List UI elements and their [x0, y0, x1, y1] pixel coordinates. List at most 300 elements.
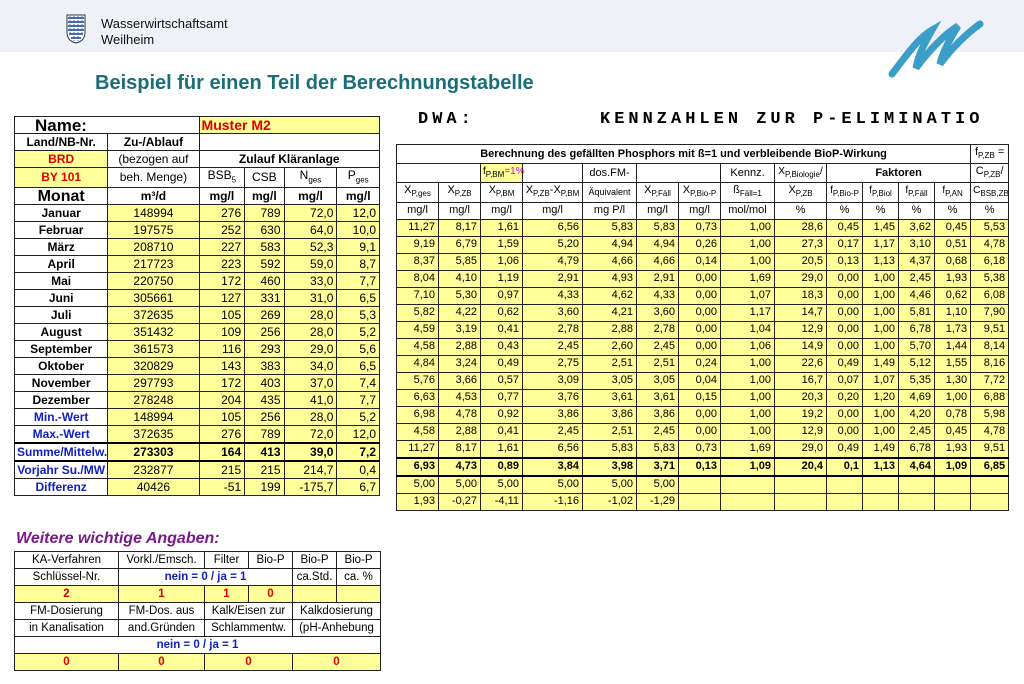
value-cell: 18,3 [775, 287, 827, 304]
max-csb: 789 [245, 426, 284, 444]
month-name: Januar [15, 205, 108, 222]
value-cell: 16,7 [775, 372, 827, 389]
symbol: BSB [207, 168, 232, 182]
month-q: 297793 [108, 375, 199, 392]
month-row [15, 222, 380, 239]
value-cell: 2,45 [523, 423, 583, 440]
extra-head: FM-Dos. aus [119, 603, 205, 620]
value-cell: 5,53 [971, 219, 1009, 236]
month-n: 33,0 [284, 273, 337, 290]
month-q: 351432 [108, 324, 199, 341]
extra-value: 0 [119, 654, 205, 671]
unit-p: mg/l [337, 188, 380, 205]
max-label: Max.-Wert [15, 426, 108, 444]
month-calc-row [397, 236, 1009, 253]
value-cell: 14,7 [775, 304, 827, 321]
org-line-2: Weilheim [101, 32, 155, 47]
value-cell: 3,62 [899, 219, 935, 236]
value-cell: 0,00 [679, 304, 721, 321]
col-unit: % [863, 202, 899, 219]
min-label: Min.-Wert [15, 409, 108, 426]
xp-bio-header [775, 164, 827, 183]
symbol: -X [549, 184, 561, 197]
empty-cell [863, 493, 899, 510]
land-value-row [15, 151, 380, 168]
month-row [15, 273, 380, 290]
vorjahr-bsb: 215 [199, 461, 245, 479]
month-q: 217723 [108, 256, 199, 273]
value-cell: 0,73 [679, 219, 721, 236]
fpbm-header [481, 164, 523, 183]
col-unit: mg/l [397, 202, 439, 219]
month-bsb: 105 [199, 307, 245, 324]
symbol: f [830, 185, 833, 197]
month-bsb: 109 [199, 324, 245, 341]
value-cell: 3,71 [637, 458, 679, 476]
diff-n: -175,7 [284, 479, 337, 496]
value-cell: 0,00 [679, 338, 721, 355]
col-bsb [199, 168, 245, 188]
month-p: 10,0 [337, 222, 380, 239]
symbol: f [483, 166, 486, 178]
value-cell: 4,94 [637, 236, 679, 253]
month-n: 28,0 [284, 307, 337, 324]
schluessel-label: Schlüssel-Nr. [15, 569, 119, 586]
value-cell: 5,83 [637, 440, 679, 458]
value-cell: 0,00 [679, 423, 721, 440]
value-cell: 1,00 [863, 338, 899, 355]
empty-cell [863, 476, 899, 494]
calc-banner: Berechnung des gefällten Phosphors mit ß=1 und verbleibende BioP-Wirkung [397, 145, 971, 164]
cp-zb-header [971, 164, 1009, 183]
slide-title: Beispiel für einen Teil der Berechnungstabelle [95, 72, 534, 94]
input-table [14, 116, 380, 496]
vorjahr-csb: 215 [245, 461, 284, 479]
nb-row [15, 168, 380, 188]
value-cell: -4,11 [481, 493, 523, 510]
diff-csb: 199 [245, 479, 284, 496]
symbol: C [973, 185, 981, 197]
value-cell: 4,37 [899, 253, 935, 270]
empty-cell [935, 476, 971, 494]
value-cell: 2,75 [523, 355, 583, 372]
extra-value: 0 [293, 654, 381, 671]
value-cell: 28,6 [775, 219, 827, 236]
month-p: 5,3 [337, 307, 380, 324]
max-n: 72,0 [284, 426, 337, 444]
max-row [15, 426, 380, 444]
month-name: März [15, 239, 108, 256]
min-calc-row [397, 423, 1009, 440]
max-calc-row [397, 440, 1009, 458]
symbol-subscript: P,Bio-P [832, 189, 859, 199]
vorjahr-n: 214,7 [284, 461, 337, 479]
unit-csb: mg/l [245, 188, 284, 205]
month-calc-row [397, 372, 1009, 389]
value-cell: 0,1 [827, 458, 863, 476]
value-cell: 5,00 [481, 476, 523, 494]
value-cell: 1,55 [935, 355, 971, 372]
kennz-label: Kennz. [721, 164, 775, 183]
value-cell: 5,85 [439, 253, 481, 270]
symbol-subscript: P,ZB [978, 151, 995, 161]
symbol-subscript: P,ges [411, 189, 431, 199]
value-cell: 2,51 [583, 355, 637, 372]
value-cell: 4,21 [583, 304, 637, 321]
symbol: f [974, 146, 979, 158]
month-n: 29,0 [284, 341, 337, 358]
value-cell: 4,66 [583, 253, 637, 270]
value-cell: 0,00 [679, 321, 721, 338]
empty-cell [721, 493, 775, 510]
value-cell: 1,00 [863, 287, 899, 304]
month-q: 148994 [108, 205, 199, 222]
extra-head: Bio-P [293, 552, 337, 569]
value-cell: 3,09 [523, 372, 583, 389]
month-n: 64,0 [284, 222, 337, 239]
empty-cell [775, 476, 827, 494]
month-p: 12,0 [337, 205, 380, 222]
value-cell: 11,27 [397, 440, 439, 458]
extra-hint-row [15, 637, 381, 654]
value-cell: 0,00 [827, 321, 863, 338]
symbol: N [299, 168, 309, 182]
banner-row [397, 145, 1009, 164]
empty-cell [827, 493, 863, 510]
min-q: 148994 [108, 409, 199, 426]
month-p: 9,1 [337, 239, 380, 256]
month-name: April [15, 256, 108, 273]
symbol: X [682, 184, 691, 197]
value-cell: 3,86 [523, 406, 583, 423]
month-csb: 592 [245, 256, 284, 273]
month-bsb: 204 [199, 392, 245, 409]
value-cell: 0,41 [481, 423, 523, 440]
value-cell: 3,19 [439, 321, 481, 338]
value-cell: 14,9 [775, 338, 827, 355]
symbol-subscript: P,Biologie [784, 170, 820, 180]
symbol-subscript: P,Bio-P [690, 189, 717, 199]
month-calc-row [397, 355, 1009, 372]
sum-bsb: 164 [199, 443, 245, 461]
month-n: 34,0 [284, 358, 337, 375]
value-cell: 2,88 [583, 321, 637, 338]
value-cell: 1,45 [863, 219, 899, 236]
zulauf-header: Zulauf Kläranlage [199, 151, 379, 168]
value-cell: 5,38 [971, 270, 1009, 287]
symbol: X [525, 184, 534, 197]
month-n: 72,0 [284, 205, 337, 222]
ca-std-label: ca.Std. [293, 569, 337, 586]
month-row [15, 341, 380, 358]
extra-head: Vorkl./Emsch. [119, 552, 205, 569]
extra-head: Filter [205, 552, 249, 569]
further-info-table [14, 551, 381, 671]
empty-cell [679, 493, 721, 510]
value-cell: 0,13 [827, 253, 863, 270]
value-cell: 0,00 [679, 406, 721, 423]
symbol: X [644, 184, 652, 197]
value-cell: 1,30 [935, 372, 971, 389]
value-cell: 1,00 [863, 423, 899, 440]
value-cell: 3,05 [637, 372, 679, 389]
land-label: Land/NB-Nr. [15, 134, 108, 151]
extra-head: and.Gründen [119, 620, 205, 637]
value-cell: 6,79 [439, 236, 481, 253]
symbol-subscript: P,AN [945, 189, 963, 199]
value-cell: 2,45 [637, 338, 679, 355]
col-unit: mg/l [439, 202, 481, 219]
empty-cell [899, 493, 935, 510]
value-cell: 0,07 [827, 372, 863, 389]
min-bsb: 105 [199, 409, 245, 426]
value-cell: 0,97 [481, 287, 523, 304]
calculation-table [396, 144, 1009, 511]
empty-cell [523, 164, 583, 183]
extra-head: Bio-P [249, 552, 293, 569]
value-cell: 1,93 [397, 493, 439, 510]
value-cell: 2,91 [523, 270, 583, 287]
empty-cell [827, 476, 863, 494]
empty-cell [899, 476, 935, 494]
symbol-subscript: P,Fäll [651, 189, 671, 199]
month-p: 7,4 [337, 375, 380, 392]
value-cell: 2,60 [583, 338, 637, 355]
symbol-subscript: P,ZB [795, 189, 813, 199]
month-bsb: 143 [199, 358, 245, 375]
symbol: f [942, 185, 946, 197]
month-row [15, 290, 380, 307]
sum-q: 273303 [108, 443, 199, 461]
value-cell: 0,78 [935, 406, 971, 423]
value-cell: 5,00 [523, 476, 583, 494]
value-cell: 0,13 [679, 458, 721, 476]
sum-calc-row [397, 458, 1009, 476]
month-q: 320829 [108, 358, 199, 375]
value-cell: -0,27 [439, 493, 481, 510]
col-symbol [721, 183, 775, 202]
nein-ja-hint: nein = 0 / ja = 1 [119, 569, 293, 586]
month-row [15, 392, 380, 409]
value-cell: 3,61 [583, 389, 637, 406]
month-csb: 403 [245, 375, 284, 392]
col-unit: mol/mol [721, 202, 775, 219]
month-csb: 256 [245, 324, 284, 341]
month-calc-row [397, 321, 1009, 338]
extra-head: FM-Dosierung [15, 603, 119, 620]
value-cell: 0,73 [679, 440, 721, 458]
value-cell: 1,00 [721, 219, 775, 236]
extra-value2-row [15, 654, 381, 671]
value-cell: 1,93 [935, 440, 971, 458]
value-cell: 1,07 [863, 372, 899, 389]
sum-label: Summe/Mittelw. [15, 443, 108, 461]
month-name: November [15, 375, 108, 392]
diff-calc-row [397, 493, 1009, 510]
value-cell: 2,88 [439, 423, 481, 440]
value-cell: 20,3 [775, 389, 827, 406]
empty-cell [637, 164, 721, 183]
value-cell: 1,00 [721, 372, 775, 389]
extra-head-row [15, 552, 381, 569]
sum-csb: 413 [245, 443, 284, 461]
month-p: 7,7 [337, 392, 380, 409]
value-cell: 6,78 [899, 321, 935, 338]
month-q: 278248 [108, 392, 199, 409]
sum-n: 39,0 [284, 443, 337, 461]
col-unit: % [775, 202, 827, 219]
month-q: 305661 [108, 290, 199, 307]
monat-label: Monat [15, 188, 108, 205]
value-cell: 1,00 [863, 321, 899, 338]
value-cell: 0,00 [827, 304, 863, 321]
symbol-tail: / [819, 166, 823, 178]
value-cell: 4,78 [971, 423, 1009, 440]
value-cell: 4,79 [523, 253, 583, 270]
min-p: 5,2 [337, 409, 380, 426]
value-cell: 2,78 [523, 321, 583, 338]
value-cell: 8,17 [439, 219, 481, 236]
symbol-subscript: P,BM [560, 189, 580, 199]
col-symbol [863, 183, 899, 202]
col-unit: % [935, 202, 971, 219]
value-cell: 1,20 [863, 389, 899, 406]
unit-row [15, 188, 380, 205]
symbol: X [788, 184, 796, 197]
value-cell: 4,53 [439, 389, 481, 406]
value-cell: 1,06 [481, 253, 523, 270]
name-row [15, 117, 380, 134]
symbol: C [975, 165, 984, 178]
value-cell: 5,83 [583, 440, 637, 458]
value-cell: 19,2 [775, 406, 827, 423]
value-cell: 0,00 [827, 270, 863, 287]
month-row [15, 375, 380, 392]
group-row [397, 164, 1009, 183]
col-symbol [935, 183, 971, 202]
value-cell: 4,66 [637, 253, 679, 270]
symbol: Äquivalent [588, 186, 631, 197]
value-cell: 1,06 [721, 338, 775, 355]
value-cell: 2,45 [637, 423, 679, 440]
symbol-tail: / [1000, 165, 1004, 178]
diff-label: Differenz [15, 479, 108, 496]
extra-value [293, 586, 337, 603]
value-cell: 0,68 [935, 253, 971, 270]
month-bsb: 227 [199, 239, 245, 256]
value-cell: 11,27 [397, 219, 439, 236]
value-cell: 1,00 [863, 270, 899, 287]
value-cell: 6,63 [397, 389, 439, 406]
value-cell: 5,70 [899, 338, 935, 355]
vorjahr-calc-row [397, 476, 1009, 494]
month-name: Juni [15, 290, 108, 307]
value-cell: 4,84 [397, 355, 439, 372]
value-cell: 29,0 [775, 440, 827, 458]
value-cell: 1,00 [721, 406, 775, 423]
value-cell: 6,85 [971, 458, 1009, 476]
value-cell: 2,45 [899, 270, 935, 287]
value-cell: 2,45 [523, 338, 583, 355]
value-cell: 8,37 [397, 253, 439, 270]
empty-cell [721, 476, 775, 494]
value-cell: 1,00 [863, 304, 899, 321]
extra-head: Schlammentw. [205, 620, 293, 637]
col-symbol [637, 183, 679, 202]
col-unit: % [899, 202, 935, 219]
value-cell: 3,84 [523, 458, 583, 476]
extra-value: 0 [205, 654, 293, 671]
symbol: f [905, 185, 909, 197]
value-cell: 0,00 [679, 270, 721, 287]
symbol-row [397, 183, 1009, 202]
max-p: 12,0 [337, 426, 380, 444]
value-cell: 1,61 [481, 219, 523, 236]
value-cell: 1,44 [935, 338, 971, 355]
value-cell: 3,24 [439, 355, 481, 372]
col-symbol [899, 183, 935, 202]
month-calc-row [397, 338, 1009, 355]
name-value: Muster M2 [199, 117, 379, 134]
symbol-subscript: Fäll=1 [739, 189, 762, 199]
month-p: 8,7 [337, 256, 380, 273]
month-calc-row [397, 253, 1009, 270]
value-cell: 6,93 [397, 458, 439, 476]
value-cell: 4,20 [899, 406, 935, 423]
org-line-1: Wasserwirtschaftsamt [101, 16, 228, 31]
month-bsb: 252 [199, 222, 245, 239]
month-row [15, 205, 380, 222]
value-cell: 1,00 [721, 389, 775, 406]
value-cell: 6,18 [971, 253, 1009, 270]
vorjahr-row [15, 461, 380, 479]
land-row [15, 134, 380, 151]
value-cell: 4,58 [397, 423, 439, 440]
month-csb: 293 [245, 341, 284, 358]
value-cell: 1,17 [721, 304, 775, 321]
col-symbol [523, 183, 583, 202]
symbol: P [347, 168, 356, 182]
month-p: 5,6 [337, 341, 380, 358]
symbol-subscript: P,ZB [454, 189, 472, 199]
value-cell: 1,10 [935, 304, 971, 321]
value-cell: 4,22 [439, 304, 481, 321]
month-q: 220750 [108, 273, 199, 290]
value-cell: 4,33 [637, 287, 679, 304]
month-q: 372635 [108, 307, 199, 324]
symbol-subscript: P,ZB [983, 170, 1001, 180]
value-cell: 3,10 [899, 236, 935, 253]
month-p: 5,2 [337, 324, 380, 341]
month-csb: 383 [245, 358, 284, 375]
value-cell: 7,72 [971, 372, 1009, 389]
value-cell: 0,45 [827, 219, 863, 236]
extra-value: 2 [15, 586, 119, 603]
value-cell: 1,69 [721, 440, 775, 458]
value-cell: 5,00 [637, 476, 679, 494]
value-cell: 1,73 [935, 321, 971, 338]
value-cell: 4,93 [583, 270, 637, 287]
value-cell: 4,58 [397, 338, 439, 355]
col-unit: mg P/l [583, 202, 637, 219]
value-cell: 1,59 [481, 236, 523, 253]
value-cell: 6,56 [523, 219, 583, 236]
extra-head2-row [15, 603, 381, 620]
sum-p: 7,2 [337, 443, 380, 461]
value-cell: 2,78 [637, 321, 679, 338]
min-n: 28,0 [284, 409, 337, 426]
further-info-heading: Weitere wichtige Angaben: [16, 530, 220, 547]
